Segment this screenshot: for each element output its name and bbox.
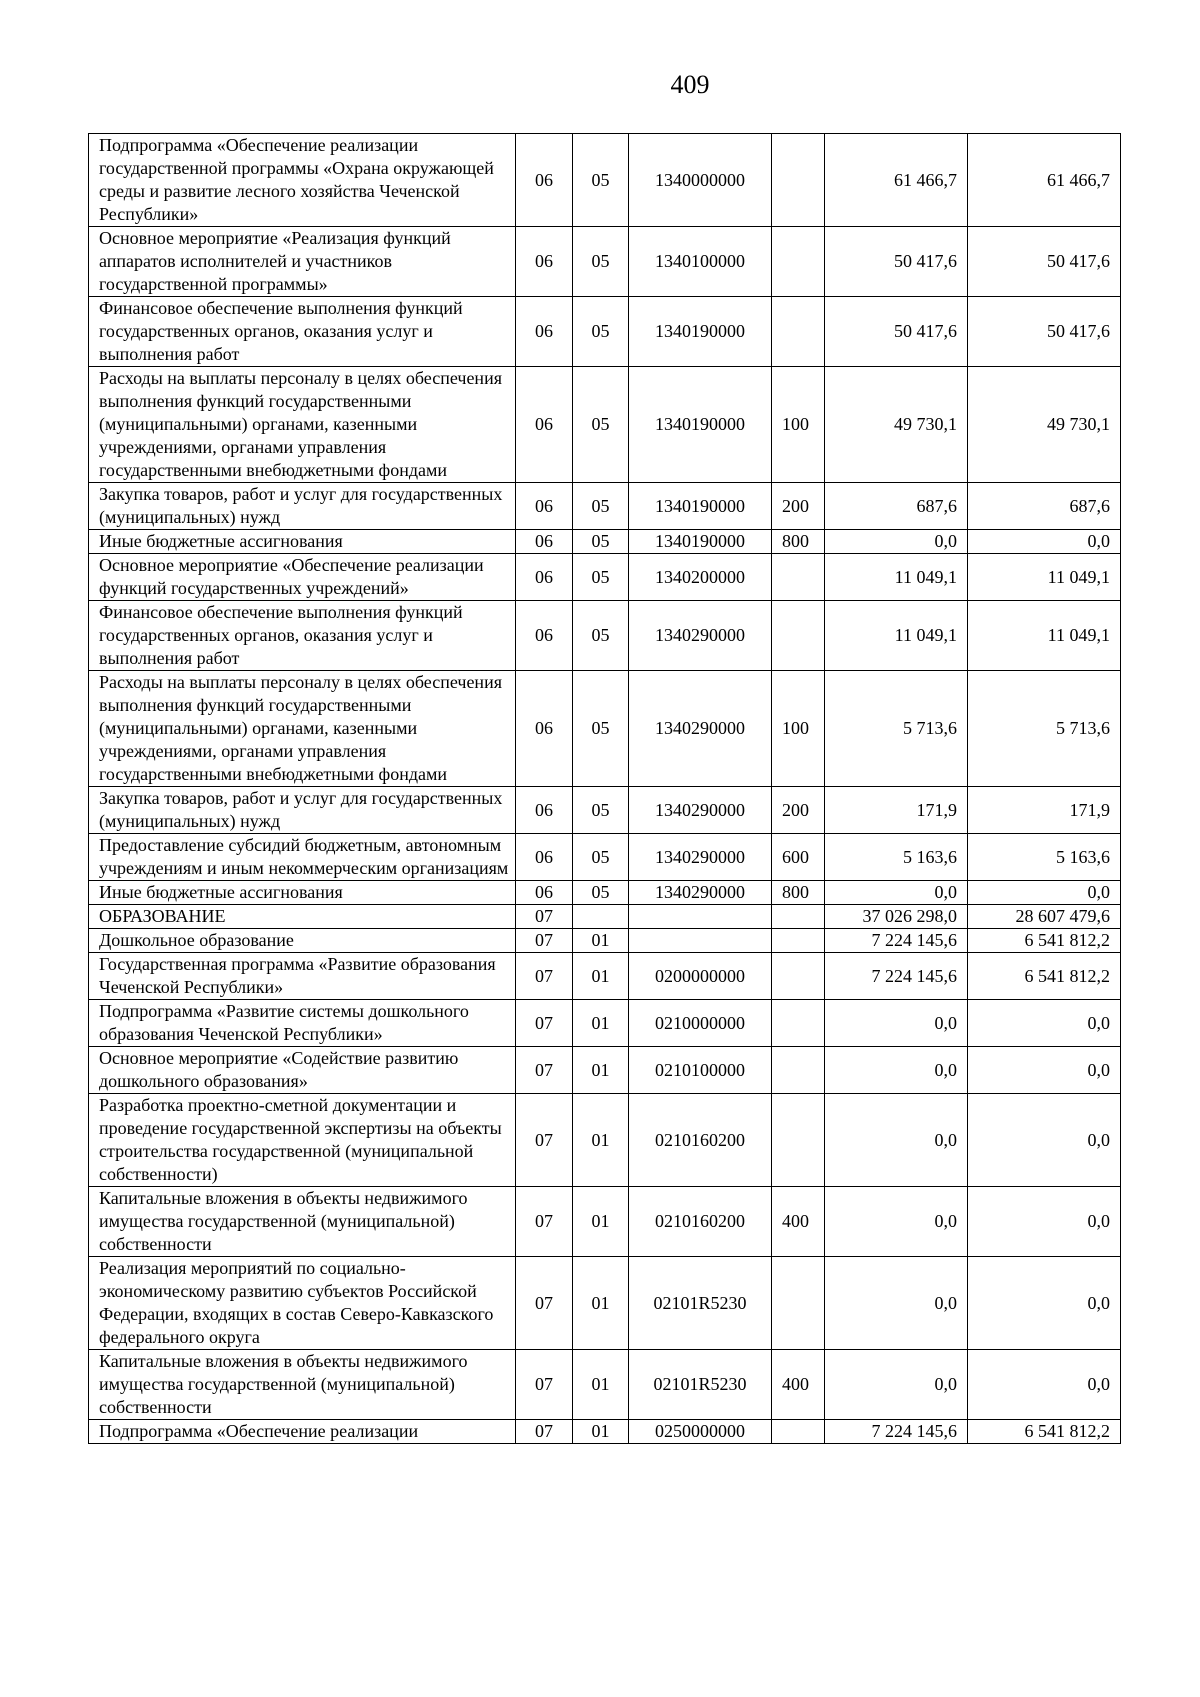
section-code-cell: 06 [516,787,573,834]
expense-name-cell: Капитальные вложения в объекты недвижимого имущества государственной (муниципальной) собственности [89,1187,516,1257]
table-row [89,1257,1121,1350]
amount-year1-cell: 7 224 145,6 [825,1420,968,1444]
amount-year1-cell: 7 224 145,6 [825,953,968,1000]
expense-type-cell [772,929,825,953]
expense-type-cell: 800 [772,881,825,905]
expense-name-cell: Расходы на выплаты персоналу в целях обеспечения выполнения функций государственными (муниципальными) органами, казенными учреждениями, органами управления государственными внебюджетными фондами [89,671,516,787]
table-row [89,483,1121,530]
section-code-cell: 07 [516,1187,573,1257]
expense-name-cell: Государственная программа «Развитие образования Чеченской Республики» [89,953,516,1000]
table-row [89,227,1121,297]
amount-year2-cell: 171,9 [968,787,1121,834]
table-row [89,1000,1121,1047]
table-row [89,297,1121,367]
subsection-code-cell [573,905,629,929]
subsection-code-cell: 01 [573,929,629,953]
expense-type-cell: 200 [772,483,825,530]
section-code-cell: 06 [516,601,573,671]
amount-year2-cell: 0,0 [968,1257,1121,1350]
expense-name-cell: Капитальные вложения в объекты недвижимого имущества государственной (муниципальной) собственности [89,1350,516,1420]
table-row [89,881,1121,905]
amount-year1-cell: 0,0 [825,1047,968,1094]
subsection-code-cell: 01 [573,1047,629,1094]
table-row [89,134,1121,227]
amount-year2-cell: 6 541 812,2 [968,953,1121,1000]
expense-type-cell [772,1094,825,1187]
expense-type-cell [772,1000,825,1047]
amount-year2-cell: 5 163,6 [968,834,1121,881]
expense-name-cell: Подпрограмма «Развитие системы дошкольного образования Чеченской Республики» [89,1000,516,1047]
expense-name-cell: Закупка товаров, работ и услуг для государственных (муниципальных) нужд [89,787,516,834]
amount-year2-cell: 28 607 479,6 [968,905,1121,929]
amount-year2-cell: 0,0 [968,530,1121,554]
amount-year2-cell: 49 730,1 [968,367,1121,483]
subsection-code-cell: 01 [573,1420,629,1444]
section-code-cell: 07 [516,953,573,1000]
amount-year2-cell: 50 417,6 [968,227,1121,297]
target-article-cell: 02101R5230 [629,1350,772,1420]
table-row [89,601,1121,671]
expense-type-cell: 100 [772,367,825,483]
subsection-code-cell: 05 [573,483,629,530]
expense-type-cell: 400 [772,1187,825,1257]
expense-type-cell [772,1257,825,1350]
budget-table-body [89,134,1121,1444]
page-number: 409 [670,70,710,99]
subsection-code-cell: 01 [573,1000,629,1047]
amount-year2-cell: 11 049,1 [968,554,1121,601]
amount-year2-cell: 0,0 [968,1350,1121,1420]
budget-table [88,133,1121,1444]
expense-name-cell: Дошкольное образование [89,929,516,953]
expense-name-cell: Основное мероприятие «Содействие развитию дошкольного образования» [89,1047,516,1094]
expense-name-cell: Закупка товаров, работ и услуг для государственных (муниципальных) нужд [89,483,516,530]
table-row [89,1420,1121,1444]
target-article-cell: 1340290000 [629,881,772,905]
subsection-code-cell: 05 [573,881,629,905]
expense-name-cell: Расходы на выплаты персоналу в целях обеспечения выполнения функций государственными (муниципальными) органами, казенными учреждениями, органами управления государственными внебюджетными фондами [89,367,516,483]
amount-year1-cell: 0,0 [825,1350,968,1420]
section-code-cell: 06 [516,554,573,601]
amount-year1-cell: 11 049,1 [825,601,968,671]
subsection-code-cell: 01 [573,1187,629,1257]
section-code-cell: 06 [516,834,573,881]
expense-type-cell [772,227,825,297]
expense-name-cell: Подпрограмма «Обеспечение реализации государственной программы «Охрана окружающей среды и развитие лесного хозяйства Чеченской Республики» [89,134,516,227]
amount-year1-cell: 5 713,6 [825,671,968,787]
section-code-cell: 07 [516,929,573,953]
amount-year2-cell: 0,0 [968,1094,1121,1187]
subsection-code-cell: 01 [573,1094,629,1187]
table-row [89,1094,1121,1187]
table-row [89,905,1121,929]
expense-type-cell [772,953,825,1000]
section-code-cell: 07 [516,1420,573,1444]
target-article-cell: 1340000000 [629,134,772,227]
expense-type-cell [772,297,825,367]
amount-year1-cell: 0,0 [825,1187,968,1257]
target-article-cell: 0210000000 [629,1000,772,1047]
table-row [89,1187,1121,1257]
expense-name-cell: Разработка проектно-сметной документации и проведение государственной экспертизы на объекты строительства государственной (муниципальной собственности) [89,1094,516,1187]
section-code-cell: 06 [516,530,573,554]
subsection-code-cell: 05 [573,530,629,554]
expense-type-cell: 400 [772,1350,825,1420]
expense-name-cell: Иные бюджетные ассигнования [89,881,516,905]
target-article-cell: 0210160200 [629,1094,772,1187]
expense-type-cell [772,1420,825,1444]
subsection-code-cell: 05 [573,787,629,834]
target-article-cell: 02101R5230 [629,1257,772,1350]
target-article-cell: 0250000000 [629,1420,772,1444]
target-article-cell: 1340290000 [629,787,772,834]
amount-year1-cell: 0,0 [825,1000,968,1047]
table-row [89,929,1121,953]
amount-year2-cell: 11 049,1 [968,601,1121,671]
expense-name-cell: Реализация мероприятий по социально-экономическому развитию субъектов Российской Федерации, входящих в состав Северо-Кавказского федерального округа [89,1257,516,1350]
section-code-cell: 06 [516,227,573,297]
expense-type-cell [772,1047,825,1094]
target-article-cell: 1340290000 [629,834,772,881]
amount-year1-cell: 11 049,1 [825,554,968,601]
expense-type-cell [772,134,825,227]
table-row [89,834,1121,881]
table-row [89,367,1121,483]
table-row [89,1350,1121,1420]
table-row [89,671,1121,787]
target-article-cell: 1340100000 [629,227,772,297]
amount-year2-cell: 61 466,7 [968,134,1121,227]
table-row [89,554,1121,601]
section-code-cell: 06 [516,881,573,905]
section-code-cell: 07 [516,1350,573,1420]
expense-name-cell: Финансовое обеспечение выполнения функций государственных органов, оказания услуг и выполнения работ [89,601,516,671]
amount-year1-cell: 0,0 [825,1094,968,1187]
amount-year1-cell: 37 026 298,0 [825,905,968,929]
amount-year2-cell: 0,0 [968,1047,1121,1094]
amount-year1-cell: 5 163,6 [825,834,968,881]
section-code-cell: 06 [516,297,573,367]
section-code-cell: 06 [516,671,573,787]
target-article-cell: 1340290000 [629,601,772,671]
amount-year1-cell: 0,0 [825,1257,968,1350]
target-article-cell: 0200000000 [629,953,772,1000]
amount-year1-cell: 49 730,1 [825,367,968,483]
subsection-code-cell: 01 [573,953,629,1000]
target-article-cell: 1340190000 [629,530,772,554]
amount-year2-cell: 6 541 812,2 [968,1420,1121,1444]
target-article-cell: 1340200000 [629,554,772,601]
amount-year1-cell: 50 417,6 [825,297,968,367]
target-article-cell: 1340190000 [629,297,772,367]
target-article-cell: 0210100000 [629,1047,772,1094]
section-code-cell: 07 [516,905,573,929]
subsection-code-cell: 05 [573,601,629,671]
table-row [89,787,1121,834]
expense-name-cell: Основное мероприятие «Обеспечение реализации функций государственных учреждений» [89,554,516,601]
amount-year2-cell: 687,6 [968,483,1121,530]
amount-year1-cell: 0,0 [825,881,968,905]
expense-type-cell [772,601,825,671]
amount-year1-cell: 61 466,7 [825,134,968,227]
subsection-code-cell: 01 [573,1257,629,1350]
amount-year1-cell: 171,9 [825,787,968,834]
section-code-cell: 07 [516,1094,573,1187]
section-code-cell: 06 [516,483,573,530]
expense-type-cell: 800 [772,530,825,554]
table-row [89,530,1121,554]
subsection-code-cell: 05 [573,367,629,483]
target-article-cell [629,905,772,929]
section-code-cell: 06 [516,134,573,227]
target-article-cell: 1340290000 [629,671,772,787]
expense-type-cell [772,554,825,601]
section-code-cell: 07 [516,1257,573,1350]
subsection-code-cell: 05 [573,134,629,227]
expense-name-cell: Иные бюджетные ассигнования [89,530,516,554]
target-article-cell [629,929,772,953]
expense-type-cell: 200 [772,787,825,834]
subsection-code-cell: 05 [573,834,629,881]
amount-year2-cell: 5 713,6 [968,671,1121,787]
expense-name-cell: Основное мероприятие «Реализация функций аппаратов исполнителей и участников государственной программы» [89,227,516,297]
expense-type-cell [772,905,825,929]
amount-year2-cell: 50 417,6 [968,297,1121,367]
expense-name-cell: Финансовое обеспечение выполнения функций государственных органов, оказания услуг и выполнения работ [89,297,516,367]
expense-name-cell: Предоставление субсидий бюджетным, автономным учреждениям и иным некоммерческим организациям [89,834,516,881]
amount-year2-cell: 0,0 [968,1187,1121,1257]
subsection-code-cell: 01 [573,1350,629,1420]
target-article-cell: 1340190000 [629,483,772,530]
amount-year1-cell: 7 224 145,6 [825,929,968,953]
amount-year1-cell: 0,0 [825,530,968,554]
section-code-cell: 07 [516,1047,573,1094]
expense-name-cell: Подпрограмма «Обеспечение реализации [89,1420,516,1444]
amount-year2-cell: 0,0 [968,1000,1121,1047]
subsection-code-cell: 05 [573,554,629,601]
table-row [89,1047,1121,1094]
target-article-cell: 0210160200 [629,1187,772,1257]
amount-year2-cell: 0,0 [968,881,1121,905]
section-code-cell: 06 [516,367,573,483]
expense-name-cell: ОБРАЗОВАНИЕ [89,905,516,929]
table-row [89,953,1121,1000]
amount-year1-cell: 687,6 [825,483,968,530]
target-article-cell: 1340190000 [629,367,772,483]
section-code-cell: 07 [516,1000,573,1047]
subsection-code-cell: 05 [573,671,629,787]
expense-type-cell: 100 [772,671,825,787]
subsection-code-cell: 05 [573,297,629,367]
subsection-code-cell: 05 [573,227,629,297]
expense-type-cell: 600 [772,834,825,881]
amount-year2-cell: 6 541 812,2 [968,929,1121,953]
amount-year1-cell: 50 417,6 [825,227,968,297]
